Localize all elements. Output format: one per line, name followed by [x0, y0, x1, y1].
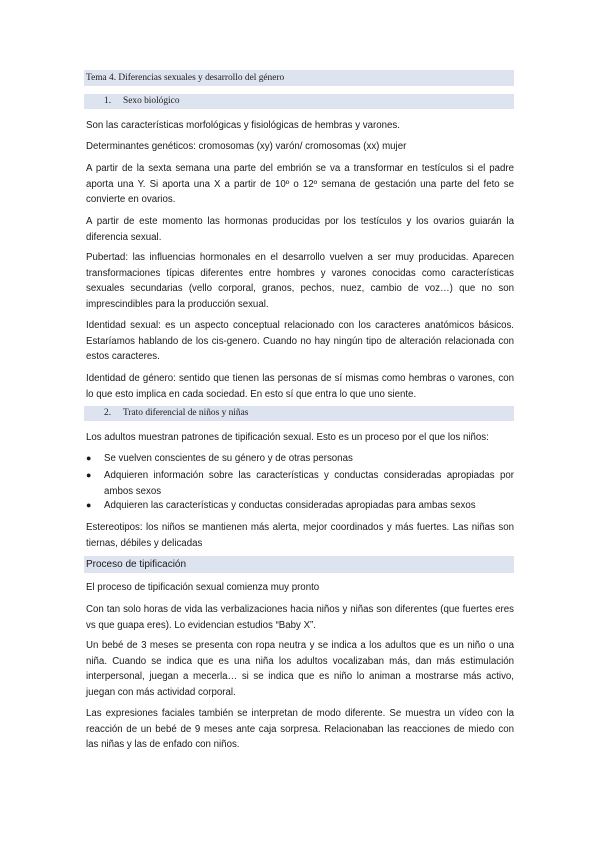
bullet-icon: ● — [86, 453, 92, 463]
paragraph: Con tan solo horas de vida las verbalizaciones hacia niños y niñas son diferentes (que fuertes eres vs que guapa eres). Lo evidencian estudios “Baby X”. — [86, 604, 514, 631]
paragraph: A partir de la sexta semana una parte del embrión se va a transformar en testículos si el padre aporta una Y. Si aporta una X a partir de 10º o 12º semana de gestación una parte del feto se convierte en ovarios. — [86, 163, 514, 205]
paragraph: El proceso de tipificación sexual comienza muy pronto — [86, 582, 320, 593]
paragraph: Son las características morfológicas y fisiológicas de hembras y varones. — [86, 120, 400, 131]
paragraph: Las expresiones faciales también se interpretan de modo diferente. Se muestra un vídeo con la reacción de un bebé de 9 meses ante caja sorpresa. Relacionaban las reacciones de miedo con las niñas y las de enfado con niños. — [86, 708, 514, 750]
section-number: 1. — [104, 96, 112, 106]
paragraph: A partir de este momento las hormonas producidas por los testículos y los ovarios guiarán la diferencia sexual. — [86, 216, 514, 243]
paragraph: Un bebé de 3 meses se presenta con ropa neutra y se indica a los adultos que es un niño o una niña. Cuando se indica que es una niña los adultos vocalizaban más, dan más estimulación interpersonal, juegan a mecerla… si se indica que es niño lo animan a mostrarse más activo, juegan con más actividad corporal. — [86, 640, 514, 698]
subsection-heading-proceso: Proceso de tipificación — [84, 556, 514, 573]
section-label: Trato diferencial de niños y niñas — [123, 408, 249, 418]
list-item: Adquieren las características y conductas consideradas apropiadas para ambas sexos — [104, 500, 476, 511]
paragraph: Los adultos muestran patrones de tipificación sexual. Esto es un proceso por el que los niños: — [86, 432, 489, 443]
paragraph: Determinantes genéticos: cromosomas (xy) varón/ cromosomas (xx) mujer — [86, 141, 407, 152]
section-label: Sexo biológico — [123, 96, 180, 106]
document-title: Tema 4. Diferencias sexuales y desarrollo del género — [84, 70, 514, 86]
section-number: 2. — [104, 408, 112, 418]
section-heading-sexo-biologico — [84, 94, 514, 109]
paragraph: Pubertad: las influencias hormonales en el desarrollo vuelven a ser muy producidas. Aparecen transformaciones típicas diferentes entre hombres y varones conocidas como características sexuales secundarias (vello corporal, granos, pechos, nuez, cambio de voz…) que no son imprescindibles para la producción sexual. — [86, 252, 514, 310]
bullet-icon: ● — [86, 470, 92, 480]
paragraph: Identidad de género: sentido que tienen las personas de sí mismas como hembras o varones, con lo que esto implica en cada sociedad. En esto sí que entra lo que uno siente. — [86, 373, 514, 400]
list-item: Se vuelven conscientes de su género y de otras personas — [104, 453, 353, 464]
list-item: Adquieren información sobre las características y conductas consideradas apropiadas por ambos sexos — [104, 470, 514, 497]
section-heading-trato-diferencial — [84, 406, 514, 421]
paragraph: Estereotipos: los niños se mantienen más alerta, mejor coordinados y más fuertes. Las niñas son tiernas, débiles y delicadas — [86, 522, 514, 549]
bullet-icon: ● — [86, 500, 92, 510]
paragraph: Identidad sexual: es un aspecto conceptual relacionado con los caracteres anatómicos básicos. Estaríamos hablando de los cis-genero. Cuando no hay ningún tipo de alteración relacionada con estos caracteres. — [86, 320, 514, 362]
